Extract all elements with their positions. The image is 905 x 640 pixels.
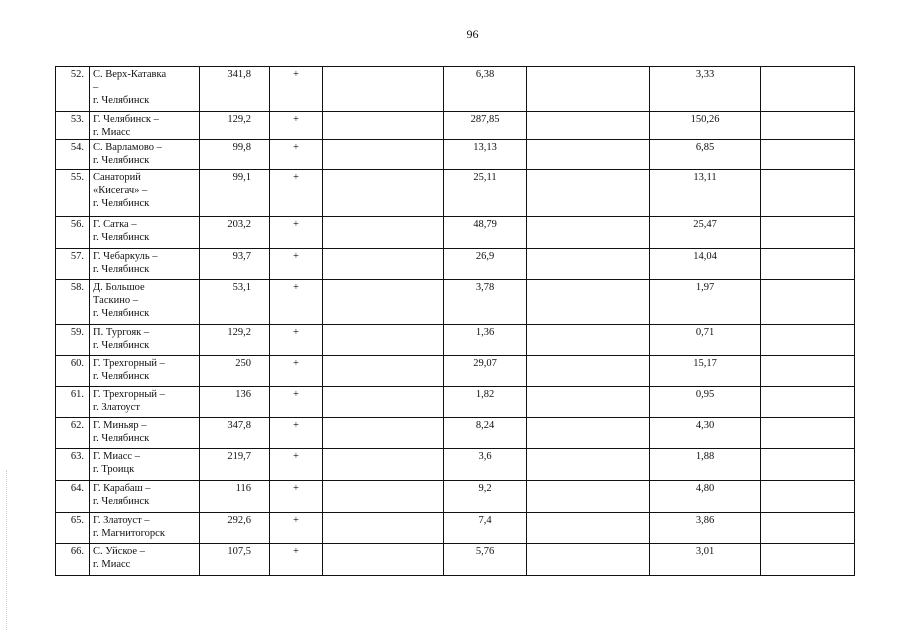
scan-edge-mark	[6, 470, 8, 630]
plus-mark-cell: +	[270, 418, 323, 449]
distance-cell: 99,8	[200, 140, 270, 170]
plus-mark-cell: +	[270, 481, 323, 513]
table-row	[56, 356, 855, 387]
value2-cell: 4,30	[650, 418, 761, 449]
table-row	[56, 325, 855, 356]
route-line: г. Челябинск	[93, 371, 150, 382]
empty-cell	[323, 418, 444, 449]
empty-cell	[323, 356, 444, 387]
row-number: 61.	[56, 387, 90, 418]
plus-mark-cell: +	[270, 140, 323, 170]
route-line: г. Троицк	[93, 464, 135, 475]
value2-cell: 6,85	[650, 140, 761, 170]
row-number: 56.	[56, 217, 90, 249]
route-cell	[90, 418, 200, 449]
routes-table	[55, 66, 855, 576]
route-line: г. Миасс	[93, 559, 131, 570]
plus-mark-cell: +	[270, 280, 323, 325]
empty-cell	[527, 217, 650, 249]
table-row	[56, 67, 855, 112]
route-line: С. Верх-Катавка	[93, 69, 167, 80]
empty-cell	[761, 67, 855, 112]
row-number: 55.	[56, 170, 90, 217]
plus-mark-cell: +	[270, 544, 323, 576]
empty-cell	[527, 449, 650, 481]
route-line: С. Варламово –	[93, 142, 162, 153]
empty-cell	[323, 112, 444, 140]
row-number: 63.	[56, 449, 90, 481]
route-cell	[90, 280, 200, 325]
route-line: г. Челябинск	[93, 95, 150, 106]
route-line: –	[93, 82, 99, 93]
value2-cell: 1,97	[650, 280, 761, 325]
empty-cell	[761, 481, 855, 513]
route-line: г. Челябинск	[93, 198, 150, 209]
empty-cell	[527, 325, 650, 356]
empty-cell	[527, 112, 650, 140]
route-cell	[90, 140, 200, 170]
route-line: г. Челябинск	[93, 264, 150, 275]
route-line: Г. Миасс –	[93, 451, 140, 462]
table-row	[56, 112, 855, 140]
plus-mark-cell: +	[270, 356, 323, 387]
route-cell	[90, 449, 200, 481]
route-cell	[90, 170, 200, 217]
empty-cell	[527, 418, 650, 449]
route-line: г. Челябинск	[93, 155, 150, 166]
empty-cell	[323, 325, 444, 356]
route-cell	[90, 481, 200, 513]
row-number: 65.	[56, 513, 90, 544]
value1-cell: 1,82	[444, 387, 527, 418]
empty-cell	[761, 112, 855, 140]
plus-mark-cell: +	[270, 387, 323, 418]
route-line: Г. Чебаркуль –	[93, 251, 158, 262]
distance-cell: 292,6	[200, 513, 270, 544]
distance-cell: 250	[200, 356, 270, 387]
routes-table-body	[56, 67, 855, 576]
empty-cell	[323, 67, 444, 112]
route-line: г. Челябинск	[93, 496, 150, 507]
distance-cell: 99,1	[200, 170, 270, 217]
route-line: Г. Карабаш –	[93, 483, 151, 494]
route-line: г. Магнитогорск	[93, 528, 165, 539]
value2-cell: 3,33	[650, 67, 761, 112]
table-row	[56, 481, 855, 513]
value1-cell: 25,11	[444, 170, 527, 217]
empty-cell	[323, 217, 444, 249]
empty-cell	[761, 449, 855, 481]
empty-cell	[761, 544, 855, 576]
table-row	[56, 217, 855, 249]
distance-cell: 93,7	[200, 249, 270, 280]
distance-cell: 53,1	[200, 280, 270, 325]
value1-cell: 1,36	[444, 325, 527, 356]
empty-cell	[323, 387, 444, 418]
empty-cell	[527, 544, 650, 576]
value1-cell: 3,6	[444, 449, 527, 481]
table-row	[56, 280, 855, 325]
empty-cell	[527, 481, 650, 513]
empty-cell	[323, 249, 444, 280]
value2-cell: 25,47	[650, 217, 761, 249]
empty-cell	[761, 170, 855, 217]
value1-cell: 3,78	[444, 280, 527, 325]
empty-cell	[527, 170, 650, 217]
empty-cell	[323, 170, 444, 217]
plus-mark-cell: +	[270, 325, 323, 356]
route-line: Таскино –	[93, 295, 138, 306]
empty-cell	[761, 356, 855, 387]
row-number: 66.	[56, 544, 90, 576]
route-cell	[90, 356, 200, 387]
value1-cell: 13,13	[444, 140, 527, 170]
empty-cell	[761, 280, 855, 325]
value1-cell: 287,85	[444, 112, 527, 140]
route-line: П. Тургояк –	[93, 327, 150, 338]
value1-cell: 9,2	[444, 481, 527, 513]
table-row	[56, 140, 855, 170]
empty-cell	[527, 280, 650, 325]
route-line: Г. Сатка –	[93, 219, 137, 230]
value2-cell: 0,71	[650, 325, 761, 356]
row-number: 57.	[56, 249, 90, 280]
distance-cell: 129,2	[200, 112, 270, 140]
plus-mark-cell: +	[270, 513, 323, 544]
page-number: 96	[466, 27, 479, 41]
empty-cell	[323, 449, 444, 481]
distance-cell: 203,2	[200, 217, 270, 249]
route-line: Г. Златоуст –	[93, 515, 150, 526]
empty-cell	[527, 67, 650, 112]
plus-mark-cell: +	[270, 217, 323, 249]
row-number: 64.	[56, 481, 90, 513]
route-line: г. Челябинск	[93, 433, 150, 444]
empty-cell	[527, 513, 650, 544]
route-line: Г. Трехгорный –	[93, 389, 165, 400]
empty-cell	[527, 140, 650, 170]
plus-mark-cell: +	[270, 112, 323, 140]
value1-cell: 29,07	[444, 356, 527, 387]
empty-cell	[761, 217, 855, 249]
distance-cell: 107,5	[200, 544, 270, 576]
empty-cell	[323, 140, 444, 170]
value1-cell: 6,38	[444, 67, 527, 112]
value2-cell: 15,17	[650, 356, 761, 387]
route-line: г. Миасс	[93, 127, 131, 138]
empty-cell	[761, 249, 855, 280]
value1-cell: 48,79	[444, 217, 527, 249]
plus-mark-cell: +	[270, 249, 323, 280]
table-row	[56, 449, 855, 481]
table-row	[56, 544, 855, 576]
route-cell	[90, 544, 200, 576]
plus-mark-cell: +	[270, 449, 323, 481]
value1-cell: 5,76	[444, 544, 527, 576]
route-line: Г. Трехгорный –	[93, 358, 165, 369]
empty-cell	[527, 387, 650, 418]
value2-cell: 1,88	[650, 449, 761, 481]
distance-cell: 341,8	[200, 67, 270, 112]
empty-cell	[761, 325, 855, 356]
route-cell	[90, 513, 200, 544]
value1-cell: 26,9	[444, 249, 527, 280]
distance-cell: 136	[200, 387, 270, 418]
route-cell	[90, 325, 200, 356]
row-number: 52.	[56, 67, 90, 112]
empty-cell	[761, 140, 855, 170]
row-number: 58.	[56, 280, 90, 325]
value2-cell: 4,80	[650, 481, 761, 513]
route-line: г. Челябинск	[93, 308, 150, 319]
row-number: 53.	[56, 112, 90, 140]
distance-cell: 116	[200, 481, 270, 513]
row-number: 60.	[56, 356, 90, 387]
value2-cell: 0,95	[650, 387, 761, 418]
table-row	[56, 249, 855, 280]
distance-cell: 129,2	[200, 325, 270, 356]
route-cell	[90, 387, 200, 418]
value2-cell: 3,86	[650, 513, 761, 544]
table-row	[56, 513, 855, 544]
empty-cell	[527, 249, 650, 280]
route-line: г. Челябинск	[93, 340, 150, 351]
route-cell	[90, 67, 200, 112]
route-line: Санаторий	[93, 172, 141, 183]
empty-cell	[323, 544, 444, 576]
route-line: С. Уйское –	[93, 546, 145, 557]
route-line: Д. Большое	[93, 282, 145, 293]
empty-cell	[323, 513, 444, 544]
empty-cell	[761, 387, 855, 418]
empty-cell	[323, 481, 444, 513]
empty-cell	[761, 513, 855, 544]
plus-mark-cell: +	[270, 170, 323, 217]
value1-cell: 8,24	[444, 418, 527, 449]
table-row	[56, 418, 855, 449]
value2-cell: 14,04	[650, 249, 761, 280]
row-number: 62.	[56, 418, 90, 449]
value2-cell: 3,01	[650, 544, 761, 576]
empty-cell	[761, 418, 855, 449]
empty-cell	[527, 356, 650, 387]
route-line: «Кисегач» –	[93, 185, 148, 196]
route-line: Г. Челябинск –	[93, 114, 159, 125]
row-number: 59.	[56, 325, 90, 356]
plus-mark-cell: +	[270, 67, 323, 112]
value1-cell: 7,4	[444, 513, 527, 544]
table-row	[56, 170, 855, 217]
row-number: 54.	[56, 140, 90, 170]
distance-cell: 219,7	[200, 449, 270, 481]
route-cell	[90, 249, 200, 280]
value2-cell: 13,11	[650, 170, 761, 217]
route-line: г. Челябинск	[93, 232, 150, 243]
route-cell	[90, 217, 200, 249]
route-line: Г. Миньяр –	[93, 420, 147, 431]
table-row	[56, 387, 855, 418]
route-line: г. Златоуст	[93, 402, 140, 413]
route-cell	[90, 112, 200, 140]
value2-cell: 150,26	[650, 112, 761, 140]
distance-cell: 347,8	[200, 418, 270, 449]
empty-cell	[323, 280, 444, 325]
